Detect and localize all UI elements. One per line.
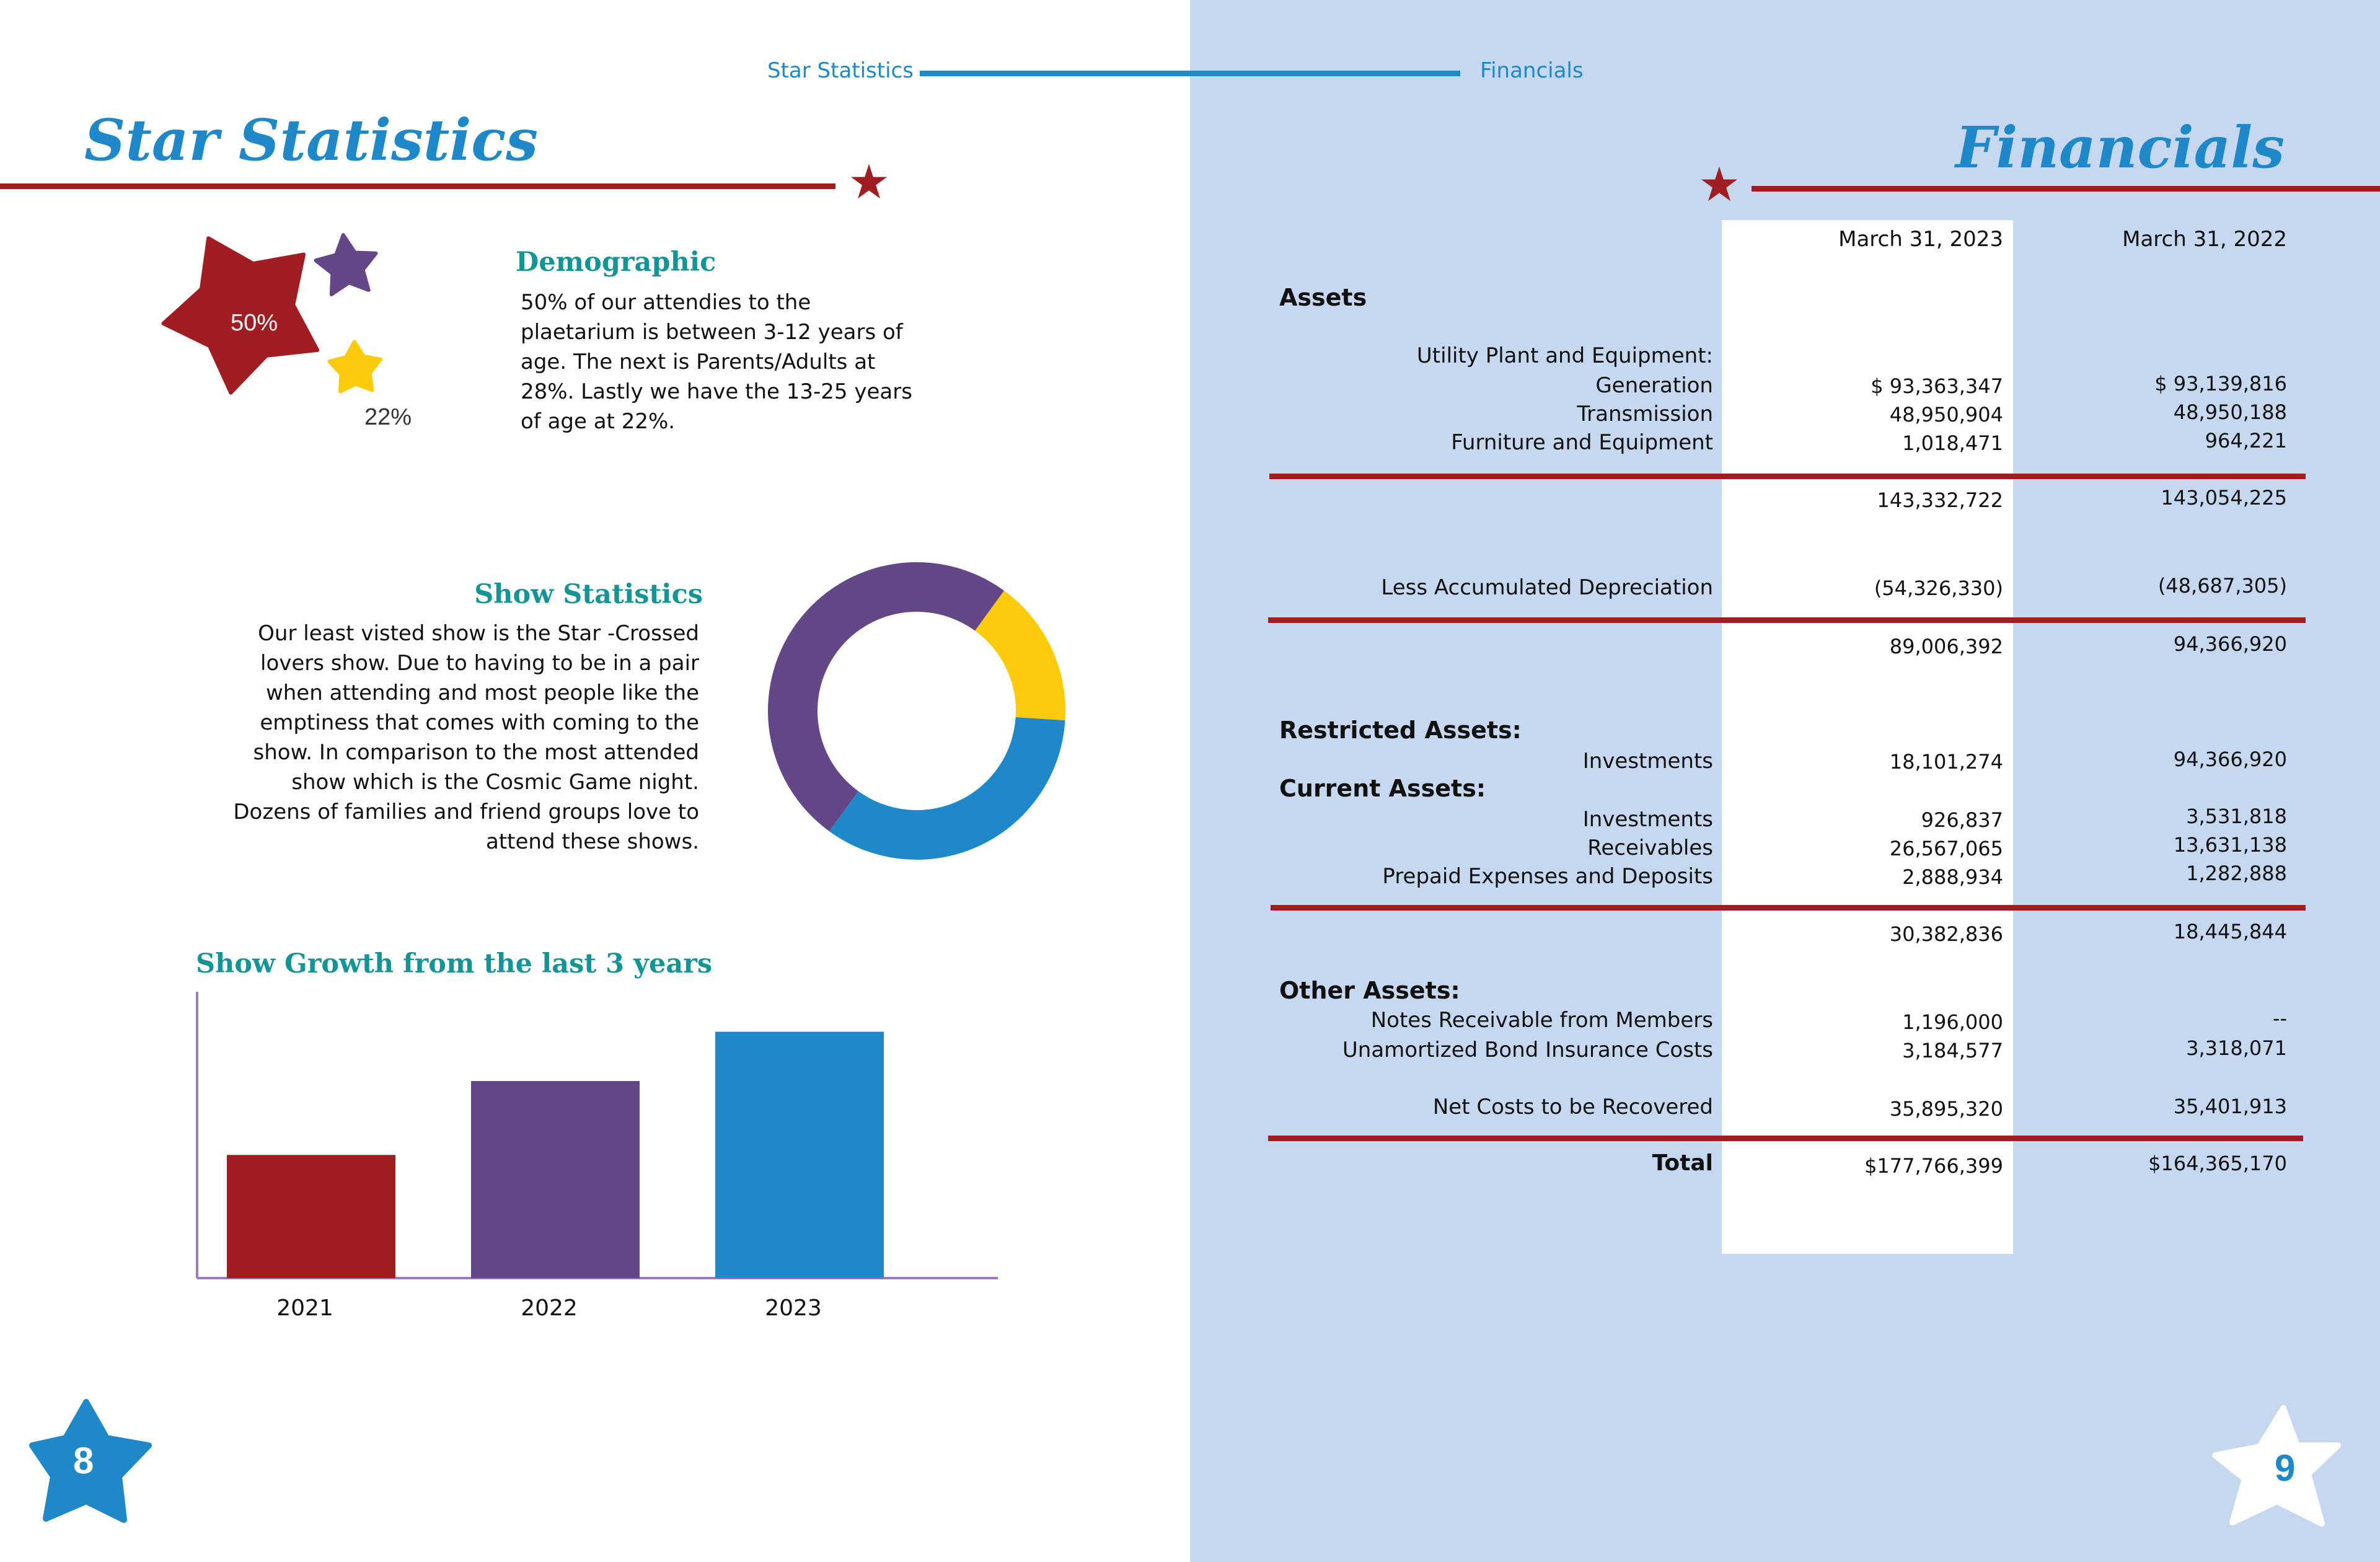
text-line: 50% of our attendies to the <box>521 290 811 315</box>
value-2022: $ 93,139,816 <box>2154 372 2287 395</box>
text-line: Dozens of families and friend groups love to <box>233 800 699 824</box>
value-2022: -- <box>2272 1007 2287 1030</box>
row-label: Unamortized Bond Insurance Costs <box>1342 1038 1713 1062</box>
star-icon <box>849 162 889 201</box>
value-2023: 26,567,065 <box>1889 837 2003 860</box>
row-label: Notes Receivable from Members <box>1370 1008 1713 1033</box>
value-2023: $ 93,363,347 <box>1871 374 2003 398</box>
value-2022: (48,687,305) <box>2157 574 2287 598</box>
demographic-heading: Demographic <box>516 247 716 278</box>
text-line: lovers show. Due to having to be in a pair <box>260 651 699 676</box>
text-line: attend these shows. <box>486 829 699 854</box>
value-2022: 13,631,138 <box>2173 833 2287 857</box>
value-2022: 3,318,071 <box>2186 1036 2287 1060</box>
row-label: Utility Plant and Equipment: <box>1416 343 1713 368</box>
row-label: Less Accumulated Depreciation <box>1381 575 1713 600</box>
value-2023: 1,018,471 <box>1902 431 2003 455</box>
text-line: Our least visted show is the Star -Crossed <box>258 621 699 646</box>
col-header-2022: March 31, 2022 <box>2122 227 2287 252</box>
value-2023: 48,950,904 <box>1889 403 2003 426</box>
text-line: when attending and most people like the <box>265 681 699 705</box>
donut-slice-2 <box>768 562 1004 831</box>
donut-slice-1 <box>829 717 1065 860</box>
value-2023: 18,101,274 <box>1889 750 2003 774</box>
value-2022: 3,531,818 <box>2186 805 2287 828</box>
value-2023: 1,196,000 <box>1902 1010 2003 1034</box>
text-line: emptiness that comes with coming to the <box>260 710 699 735</box>
row-label: Transmission <box>1577 402 1713 426</box>
nav-star-statistics[interactable]: Star Statistics <box>767 58 914 83</box>
show-statistics-text <box>186 619 699 857</box>
value-2023: 3,184,577 <box>1902 1039 2003 1062</box>
table-rule <box>1271 905 2306 911</box>
value-2023-total: $177,766,399 <box>1864 1154 2003 1178</box>
demographic-text <box>521 288 942 436</box>
value-2023: 2,888,934 <box>1902 865 2003 889</box>
text-line: 28%. Lastly we have the 13-25 years <box>521 379 912 404</box>
value-2023: (54,326,330) <box>1874 576 2003 600</box>
star-label-28: 28% <box>387 285 434 311</box>
nav-financials[interactable]: Financials <box>1480 58 1584 83</box>
row-label: Investments <box>1582 749 1713 774</box>
x-tick-label: 2021 <box>276 1295 333 1321</box>
value-2022-total: $164,365,170 <box>2148 1152 2287 1175</box>
col-header-2023: March 31, 2023 <box>1838 227 2003 252</box>
star-28-shape <box>316 235 376 294</box>
row-label: Net Costs to be Recovered <box>1432 1095 1713 1119</box>
x-tick-label: 2022 <box>521 1295 578 1321</box>
table-rule <box>1268 1136 2303 1141</box>
section-current-assets: Current Assets: <box>1279 775 1486 802</box>
nav-line <box>920 71 1460 76</box>
table-rule <box>1269 474 2306 479</box>
donut-chart-full <box>766 560 1067 862</box>
value-2023: 89,006,392 <box>1889 635 2003 658</box>
page-number-right: 9 <box>2275 1447 2296 1489</box>
star-icon <box>1699 165 1739 203</box>
financials-underline <box>1752 186 2380 192</box>
row-label-total: Total <box>1652 1150 1713 1176</box>
bar-2022 <box>471 1081 640 1278</box>
row-label: Receivables <box>1587 836 1713 860</box>
star-label-22: 22% <box>364 404 412 430</box>
value-2022: 143,054,225 <box>2161 486 2287 510</box>
value-2022: 94,366,920 <box>2173 748 2287 771</box>
bar-chart <box>186 986 1016 1333</box>
row-label: Prepaid Expenses and Deposits <box>1382 864 1713 889</box>
value-2022: 48,950,188 <box>2173 400 2287 424</box>
value-2022: 35,401,913 <box>2173 1095 2287 1118</box>
value-2023: 143,332,722 <box>1877 488 2003 512</box>
text-line: show which is the Cosmic Game night. <box>291 770 699 795</box>
text-line: plaetarium is between 3-12 years of <box>521 320 903 345</box>
title-underline <box>0 183 835 189</box>
value-2023: 35,895,320 <box>1889 1097 2003 1121</box>
page-number-left: 8 <box>73 1440 94 1481</box>
text-line: age. The next is Parents/Adults at <box>521 350 876 374</box>
bar-2023 <box>715 1032 884 1278</box>
text-line: show. In comparison to the most attended <box>253 740 699 765</box>
value-2023: 30,382,836 <box>1889 922 2003 946</box>
section-restricted-assets: Restricted Assets: <box>1279 717 1522 744</box>
bar-2021 <box>227 1155 395 1278</box>
value-2022: 18,445,844 <box>2173 920 2287 943</box>
value-2022: 94,366,920 <box>2173 632 2287 656</box>
show-statistics-heading: Show Statistics <box>474 579 703 610</box>
financials-title: Financials <box>1955 114 2285 181</box>
star-label-50: 50% <box>231 310 278 336</box>
row-label: Furniture and Equipment <box>1451 430 1713 455</box>
row-label: Investments <box>1582 807 1713 832</box>
page-title: Star Statistics <box>84 107 539 174</box>
show-growth-heading: Show Growth from the last 3 years <box>196 948 713 979</box>
star-22-shape <box>329 342 381 392</box>
value-2022: 1,282,888 <box>2186 862 2287 885</box>
x-tick-label: 2023 <box>765 1295 822 1321</box>
section-assets: Assets <box>1279 284 1367 311</box>
table-rule <box>1268 617 2306 623</box>
value-2022: 964,221 <box>2205 429 2287 452</box>
value-2023: 926,837 <box>1921 808 2003 832</box>
section-other-assets: Other Assets: <box>1279 977 1460 1004</box>
row-label: Generation <box>1595 373 1713 398</box>
demographic-stars <box>149 229 459 490</box>
text-line: of age at 22%. <box>521 409 676 434</box>
